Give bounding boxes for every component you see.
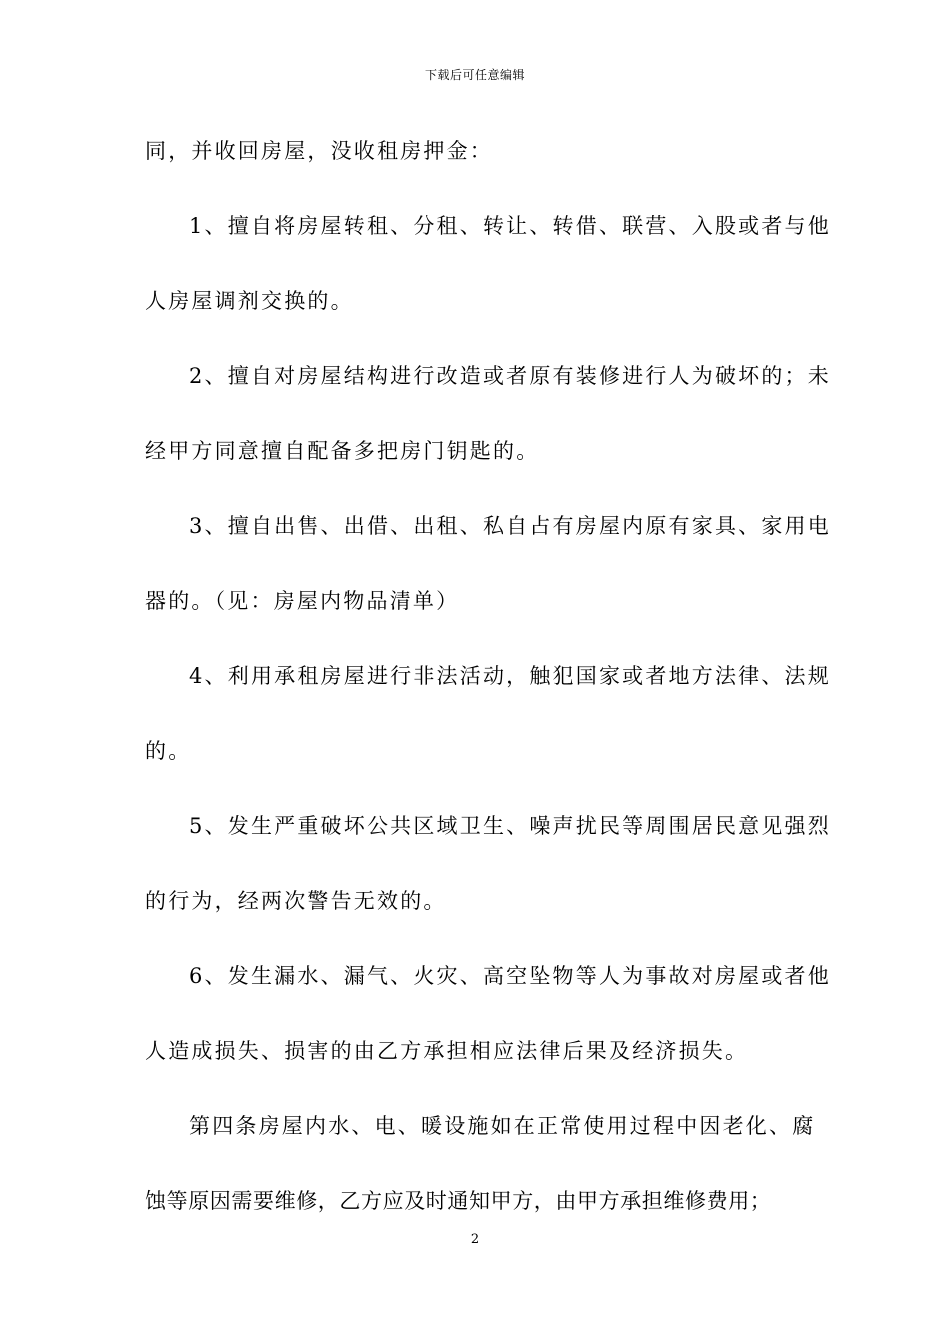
text-line: 6、发生漏水、漏气、火灾、高空坠物等人为事故对房屋或者他 — [189, 964, 831, 988]
text-line: 1、擅自将房屋转租、分租、转让、转借、联营、入股或者与他 — [189, 214, 831, 238]
document-body — [145, 130, 831, 1255]
text-line: 人造成损失、损害的由乙方承担相应法律后果及经济损失。 — [145, 1039, 749, 1063]
text-line: 的行为，经两次警告无效的。 — [145, 889, 447, 913]
text-line: 人房屋调剂交换的。 — [145, 289, 354, 313]
text-line: 4、利用承租房屋进行非法活动，触犯国家或者地方法律、法规 — [189, 664, 831, 688]
text-line: 5、发生严重破坏公共区域卫生、噪声扰民等周围居民意见强烈 — [189, 814, 831, 838]
text-line: 器的。（见：房屋内物品清单） — [145, 589, 460, 613]
text-line: 第四条房屋内水、电、暖设施如在正常使用过程中因老化、腐 — [189, 1114, 816, 1138]
page-number: 2 — [470, 1232, 480, 1247]
text-line: 蚀等原因需要维修，乙方应及时通知甲方，由甲方承担维修费用； — [145, 1189, 772, 1213]
text-line: 2、擅自对房屋结构进行改造或者原有装修进行人为破坏的；未 — [189, 364, 831, 388]
text-line: 经甲方同意擅自配备多把房门钥匙的。 — [145, 439, 540, 463]
text-line: 的。 — [145, 739, 192, 763]
text-line: 3、擅自出售、出借、出租、私自占有房屋内原有家具、家用电 — [189, 514, 831, 538]
text-line: 同，并收回房屋，没收租房押金： — [145, 139, 493, 163]
page-header: 下载后可任意编辑 — [424, 68, 525, 82]
